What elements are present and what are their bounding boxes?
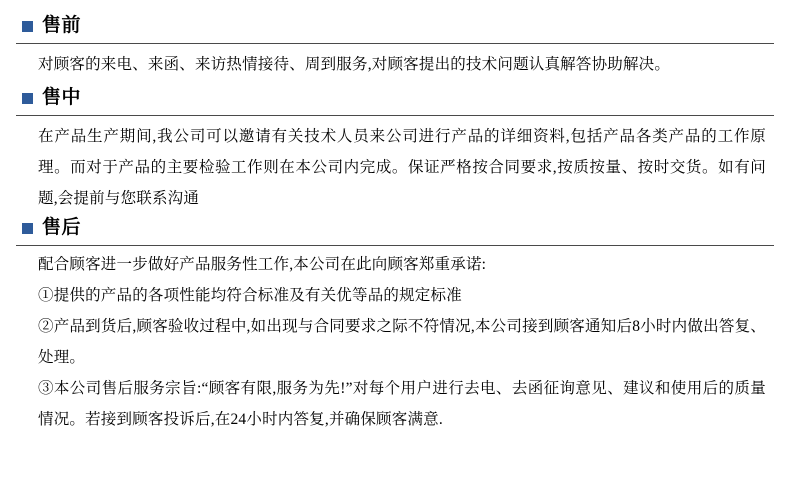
paragraph: ②产品到货后,顾客验收过程中,如出现与合同要求之际不符情况,本公司接到顾客通知后8小时内做出答复、处理。 [38, 318, 766, 366]
section-title: 售前 [42, 15, 82, 36]
section-header [16, 216, 774, 240]
section-body [16, 44, 774, 86]
paragraph: ③本公司售后服务宗旨:“顾客有限,服务为先!”对每个用户进行去电、去函征询意见、建议和使用后的质量情况。若接到顾客投诉后,在24小时内答复,并确保顾客满意. [38, 380, 766, 428]
section-header [16, 86, 774, 110]
square-bullet-icon [22, 223, 33, 234]
section-during-sale [16, 86, 774, 216]
section-title: 售后 [42, 217, 82, 238]
section-after-sale [16, 216, 774, 435]
section-header [16, 14, 774, 38]
square-bullet-icon [22, 21, 33, 32]
paragraph: 配合顾客进一步做好产品服务性工作,本公司在此向顾客郑重承诺: [38, 256, 487, 273]
paragraph: 在产品生产期间,我公司可以邀请有关技术人员来公司进行产品的详细资料,包括产品各类产品的工作原理。而对于产品的主要检验工作则在本公司内完成。保证严格按合同要求,按质按量、按时交货。如有问题,会提前与您联系沟通 [38, 128, 766, 207]
section-body [16, 116, 774, 216]
paragraph: 对顾客的来电、来函、来访热情接待、周到服务,对顾客提出的技术问题认真解答协助解决。 [38, 56, 671, 73]
section-pre-sale [16, 14, 774, 86]
square-bullet-icon [22, 93, 33, 104]
section-title: 售中 [42, 87, 82, 108]
paragraph: ①提供的产品的各项性能均符合标准及有关优等品的规定标准 [38, 287, 462, 304]
section-body [16, 246, 774, 435]
